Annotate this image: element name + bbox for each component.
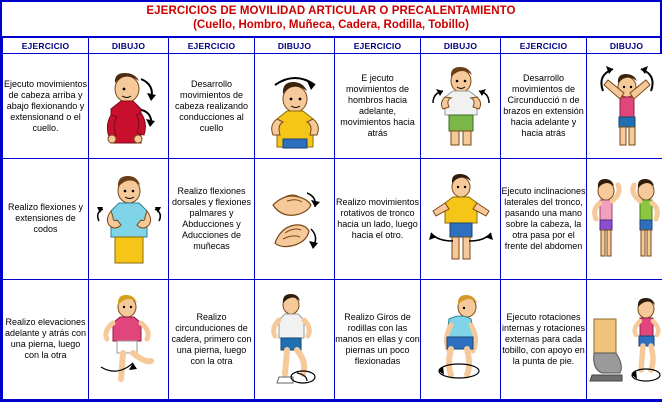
exercise-text-r3c4: Ejecuto rotaciones internas y rotaciones externas para cada tobillo, con apoyo en la punta de pie. bbox=[501, 279, 587, 399]
exercise-table bbox=[2, 37, 662, 400]
ankle-rotation-figure bbox=[587, 291, 662, 387]
exercise-text-r2c2: Realizo flexiones dorsales y flexiones palmares y Abducciones y Aducciones de muñecas bbox=[169, 159, 255, 279]
leg-swing-figure bbox=[89, 291, 168, 387]
exercise-text-r1c1: Ejecuto movimientos de cabeza arriba y abajo flexionando y extensionand o el cuello. bbox=[3, 54, 89, 159]
page-title: EJERCICIOS DE MOVILIDAD ARTICULAR O PRECALENTAMIENTO bbox=[146, 5, 516, 17]
header-dibujo-3: DIBUJO bbox=[421, 38, 501, 54]
neck-flexion-extension-figure bbox=[89, 63, 168, 149]
header-ejercicio-4: EJERCICIO bbox=[501, 38, 587, 54]
page-subtitle: (Cuello, Hombro, Muñeca, Cadera, Rodilla, Tobillo) bbox=[193, 19, 469, 31]
exercise-text-r2c1: Realizo flexiones y extensiones de codos bbox=[3, 159, 89, 279]
drawing-cell-r1c4 bbox=[587, 54, 662, 159]
lateral-trunk-bend-figure bbox=[587, 171, 662, 267]
exercise-text-r3c1: Realizo elevaciones adelante y atrás con una pierna, luego con la otra bbox=[3, 279, 89, 399]
exercise-text-r1c3: E jecuto movimientos de hombros hacia adelante, movimientos hacia atrás bbox=[335, 54, 421, 159]
drawing-cell-r3c1 bbox=[89, 279, 169, 399]
trunk-rotation-figure bbox=[421, 171, 500, 267]
exercise-text-r2c4: Ejecuto inclinaciones laterales del tronco, pasando una mano sobre la cabeza, la otra pasa por el frente del abdomen bbox=[501, 159, 587, 279]
drawing-cell-r1c1 bbox=[89, 54, 169, 159]
arm-circumduction-figure bbox=[587, 61, 662, 151]
table-header-row bbox=[3, 38, 662, 54]
drawing-cell-r3c4 bbox=[587, 279, 662, 399]
drawing-cell-r2c3 bbox=[421, 159, 501, 279]
header-dibujo-4: DIBUJO bbox=[587, 38, 662, 54]
drawing-cell-r1c3 bbox=[421, 54, 501, 159]
elbow-flexion-figure bbox=[89, 171, 168, 267]
table-row bbox=[3, 279, 662, 399]
drawing-cell-r2c2 bbox=[255, 159, 335, 279]
header-dibujo-2: DIBUJO bbox=[255, 38, 335, 54]
table-row bbox=[3, 54, 662, 159]
drawing-cell-r2c4 bbox=[587, 159, 662, 279]
header-dibujo-1: DIBUJO bbox=[89, 38, 169, 54]
shoulder-circles-figure bbox=[421, 63, 500, 149]
drawing-cell-r3c2 bbox=[255, 279, 335, 399]
exercise-text-r3c3: Realizo Giros de rodillas con las manos en ellas y con piernas un poco flexionadas bbox=[335, 279, 421, 399]
exercise-text-r1c2: Desarrollo movimientos de cabeza realizando conducciones al cuello bbox=[169, 54, 255, 159]
hip-circumduction-figure bbox=[255, 291, 334, 387]
neck-rotation-figure bbox=[255, 63, 334, 149]
drawing-cell-r2c1 bbox=[89, 159, 169, 279]
header-ejercicio-1: EJERCICIO bbox=[3, 38, 89, 54]
drawing-cell-r3c3 bbox=[421, 279, 501, 399]
wrist-movements-figure bbox=[255, 171, 334, 267]
header-ejercicio-3: EJERCICIO bbox=[335, 38, 421, 54]
exercise-text-r1c4: Desarrollo movimientos de Circunducció n de brazos en extensión hacia adelante y hacia atrás bbox=[501, 54, 587, 159]
drawing-cell-r1c2 bbox=[255, 54, 335, 159]
header-ejercicio-2: EJERCICIO bbox=[169, 38, 255, 54]
table-row bbox=[3, 159, 662, 279]
document-title-bar bbox=[2, 2, 660, 37]
knee-circles-figure bbox=[421, 291, 500, 387]
exercise-text-r2c3: Realizo movimientos rotativos de tronco hacia un lado, luego hacia el otro. bbox=[335, 159, 421, 279]
exercise-text-r3c2: Realizo circunduciones de cadera, primero con una pierna, luego con la otra bbox=[169, 279, 255, 399]
